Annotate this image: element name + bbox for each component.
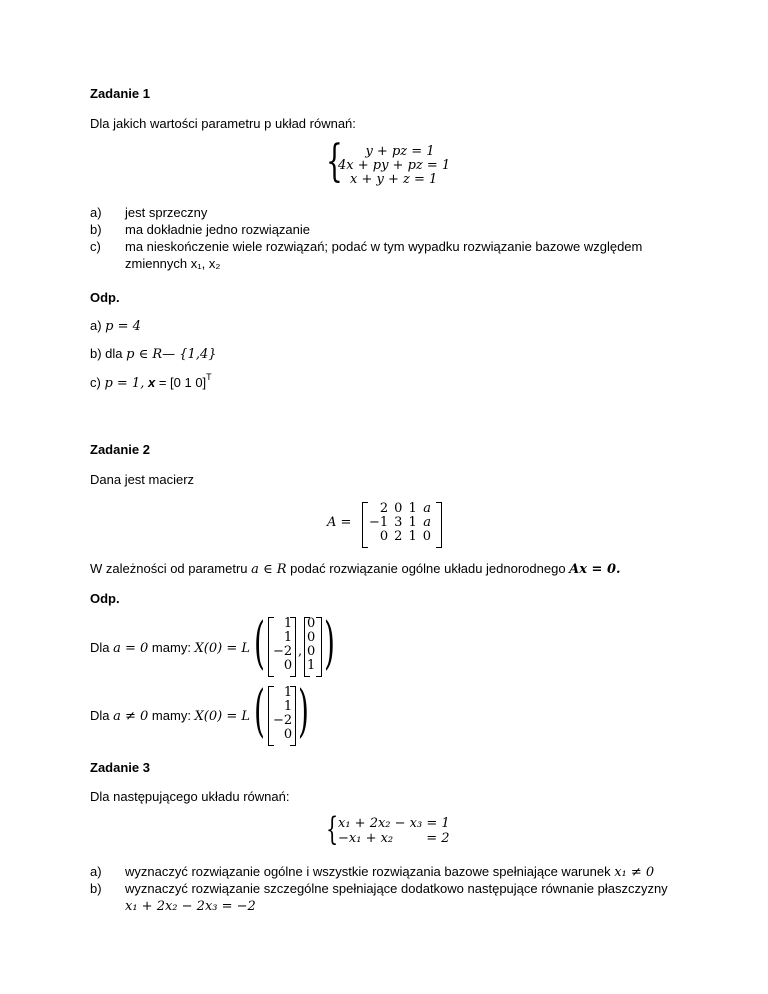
task3-intro: Dla następującego układu równań:: [90, 789, 290, 804]
matrix-cell: 2: [394, 529, 403, 544]
case1-prefix: Dla: [90, 640, 114, 655]
task2-intro: Dana jest macierz: [90, 472, 195, 487]
answer-c-vector: = [0 1 0]: [155, 375, 207, 390]
list-item-mark: c): [90, 239, 101, 254]
matrix-cell: 1: [408, 515, 417, 530]
task1-title: Zadanie 1: [90, 86, 150, 101]
vector-bracket-right: [290, 617, 296, 677]
vector-cell: 0: [307, 616, 316, 631]
matrix-cell: 1: [408, 501, 417, 516]
item-b-equation: x₁ + 2x₂ − 2x₃ = −2: [125, 899, 256, 914]
system-brace: {: [326, 136, 343, 187]
question-equation: Ax = 0.: [569, 562, 621, 577]
case1-expression: X(0) = L: [194, 641, 251, 656]
case2-paren-right: ): [298, 679, 309, 744]
vector-cell: 1: [283, 630, 293, 645]
vector-cell: 1: [283, 616, 293, 631]
system-eq-1: y + pz = 1: [365, 144, 435, 159]
item-a-text: wyznaczyć rozwiązanie ogólne i wszystkie rozwiązania bazowe spełniające warunek: [125, 864, 615, 879]
list-item: wyznaczyć rozwiązanie szczególne spełniające dodatkowo następujące równanie płaszczyzny: [125, 881, 668, 896]
list-item: [125, 864, 654, 880]
matrix-cell: a: [423, 515, 432, 530]
vector-cell: 1: [283, 685, 293, 700]
task3-title: Zadanie 3: [90, 760, 150, 775]
question-mid: podać rozwiązanie ogólne układu jednorodnego: [286, 561, 570, 576]
task1-intro: Dla jakich wartości parametru p układ równań:: [90, 116, 356, 131]
task1-answer-a: [90, 318, 141, 334]
answer-b-prefix: b) dla: [90, 346, 127, 361]
task1-answer-label: Odp.: [90, 290, 120, 305]
matrix-cell: 1: [408, 529, 417, 544]
task2-question: [90, 561, 621, 577]
case2-expression: X(0) = L: [194, 709, 251, 724]
case2-mid: mamy:: [148, 708, 195, 723]
vector-cell: −2: [273, 644, 293, 659]
system-eq-2: 4x + py + pz = 1: [338, 158, 451, 173]
task2-answer-label: Odp.: [90, 591, 120, 606]
vector-cell: 1: [283, 699, 293, 714]
vector-cell: 0: [307, 630, 316, 645]
answer-c-x: x: [147, 375, 156, 390]
vector-separator: ,: [298, 644, 303, 659]
answer-c-transpose: T: [206, 372, 212, 382]
task2-title: Zadanie 2: [90, 442, 150, 457]
answer-a-prefix: a): [90, 318, 106, 333]
case2-condition: a ≠ 0: [113, 709, 149, 724]
answer-c-prefix: c): [90, 375, 105, 390]
vector-cell: 0: [307, 644, 316, 659]
list-item: ma nieskończenie wiele rozwiązań; podać w tym wypadku rozwiązanie bazowe względem: [125, 239, 643, 254]
question-prefix: W zależności od parametru: [90, 561, 252, 576]
case1-mid: mamy:: [148, 640, 195, 655]
list-item-mark: a): [90, 205, 102, 220]
matrix-cell: a: [423, 501, 432, 516]
answer-b-value: p ∈ R— {1,4}: [126, 347, 217, 362]
item-a-condition: x₁ ≠ 0: [614, 865, 655, 880]
answer-a-value: p = 4: [105, 319, 141, 334]
task1-answer-c: [90, 372, 212, 391]
list-item: jest sprzeczny: [125, 205, 208, 220]
matrix-cell: 3: [394, 515, 403, 530]
system-eq-1: x₁ + 2x₂ − x₃ = 1: [338, 816, 450, 831]
list-item-continuation: zmiennych x₁, x₂: [125, 256, 221, 271]
matrix-cell: 0: [422, 529, 432, 544]
vector-cell: −2: [273, 713, 293, 728]
case1-condition: a = 0: [113, 641, 149, 656]
matrix-table: [366, 502, 434, 544]
system-eq-2: −x₁ + x₂ = 2: [338, 831, 450, 846]
case1-paren-right: ): [324, 611, 335, 676]
vector-cell: 0: [283, 727, 293, 742]
vector-cell: 0: [283, 658, 293, 673]
system-eq-3: x + y + z = 1: [350, 172, 438, 187]
vector-bracket-right: [290, 686, 296, 746]
vector-cell: 1: [307, 658, 316, 673]
matrix-bracket-right: [436, 502, 442, 548]
case2-line: [90, 708, 250, 724]
case1-line: [90, 640, 250, 656]
matrix-cell: 2: [379, 501, 389, 516]
vector-bracket-right: [316, 617, 322, 677]
case2-paren-left: (: [254, 679, 265, 744]
list-item-mark: b): [90, 881, 102, 896]
answer-c-value: p = 1,: [104, 376, 145, 391]
matrix-label: A =: [327, 515, 352, 530]
case2-prefix: Dla: [90, 708, 114, 723]
task1-answer-b: [90, 346, 217, 362]
list-item: ma dokładnie jedno rozwiązanie: [125, 222, 311, 237]
question-param: a ∈ R: [251, 562, 287, 577]
list-item-mark: b): [90, 222, 102, 237]
matrix-cell: −1: [369, 515, 389, 530]
case1-paren-left: (: [254, 611, 265, 676]
matrix-cell: 0: [394, 501, 403, 516]
system-brace: {: [326, 810, 339, 848]
matrix-cell: 0: [379, 529, 389, 544]
list-item-mark: a): [90, 864, 102, 879]
